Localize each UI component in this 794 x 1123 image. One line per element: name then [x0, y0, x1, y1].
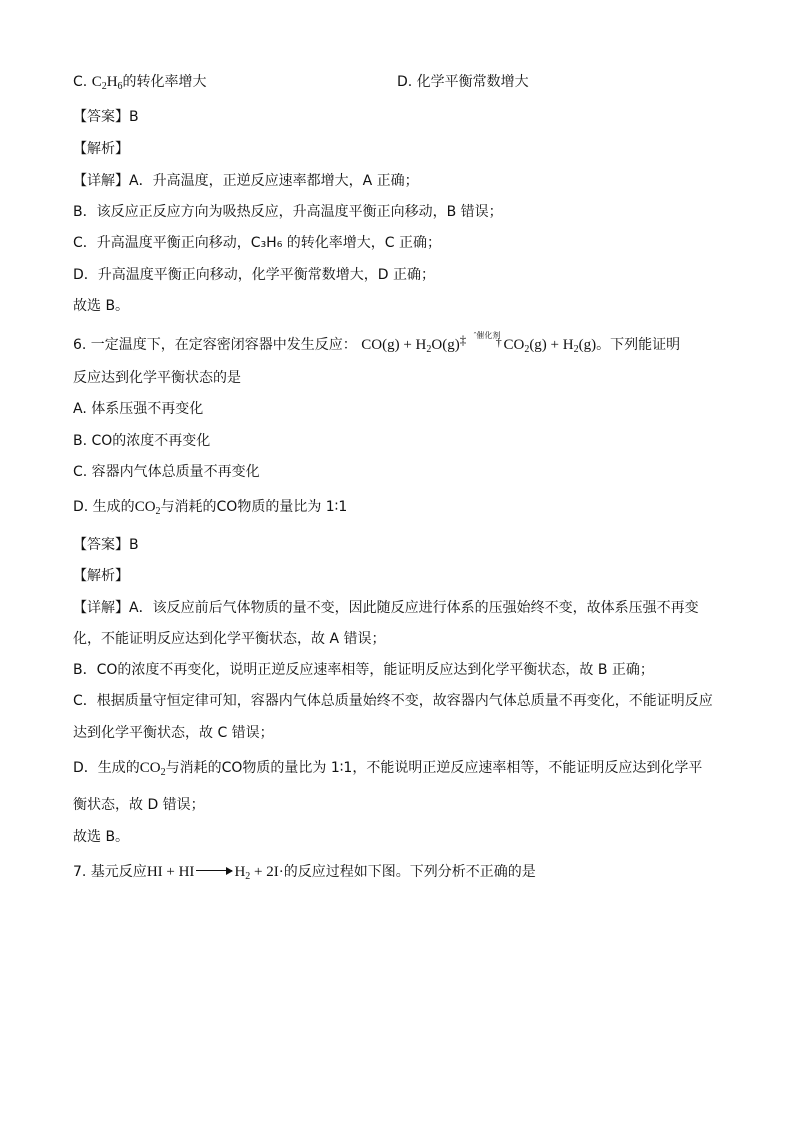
q6-detail-b: B．CO的浓度不再变化，说明正逆反应速率相等，能证明反应达到化学平衡状态，故 B 正确； [73, 662, 654, 678]
q5-analysis-heading: 【解析】 [73, 141, 129, 157]
q6-stem-line1: 6. 一定温度下，在定容密闭容器中发生反应： $CO(g) + H_2O(g)$ ‡ ˆ催化剂 † $CO_2(g) + H_2(g)$。下列能证明 [73, 331, 681, 355]
q6-equation: $CO(g) + H_2O(g)$ ‡ ˆ催化剂 † $CO_2(g) + H_2(g)$ [361, 331, 597, 355]
q7-stem: 7. 基元反应HI + HI $H_2 + 2I\cdot$的反应过程如下图。下列分析不正确的是 [73, 864, 536, 882]
q6-detail-a-line2: 化，不能证明反应达到化学平衡状态，故 A 错误； [73, 631, 386, 647]
co2-formula: $CO_2$ [134, 499, 161, 517]
q5-answer: 【答案】B [73, 109, 139, 125]
q6-stem-line2: 反应达到化学平衡状态的是 [73, 370, 241, 386]
q5-option-d: D. 化学平衡常数增大 [397, 74, 529, 90]
q6-option-d: D. 生成的$CO_2$与消耗的CO物质的量比为 1∶1 [73, 499, 348, 517]
q5-detail-a: 【详解】A．升高温度，正逆反应速率都增大，A 正确； [73, 173, 419, 189]
q6-answer: 【答案】B [73, 537, 139, 553]
q5-detail-d: D．升高温度平衡正向移动，化学平衡常数增大，D 正确； [73, 267, 436, 283]
c3h6-formula: ₃H₆ [260, 235, 283, 251]
q7-equation: HI + HI $H_2 + 2I\cdot$ [146, 864, 284, 882]
co2-formula: $CO_2$ [139, 760, 166, 778]
q6-option-b: B. CO的浓度不再变化 [73, 433, 211, 449]
q5-detail-b: B．该反应正反应方向为吸热反应，升高温度平衡正向移动，B 错误； [73, 204, 503, 220]
q6-detail-c-line1: C．根据质量守恒定律可知，容器内气体总质量始终不变，故容器内气体总质量不再变化，不能证明反应 [73, 693, 713, 709]
q5-conclusion: 故选 B。 [73, 298, 130, 314]
q6-detail-c-line2: 达到化学平衡状态，故 C 错误； [73, 725, 274, 741]
q6-detail-d-line1: D．生成的$CO_2$与消耗的CO物质的量比为 1∶1，不能说明正逆反应速率相等，不能证明反应达到化学平 [73, 760, 703, 778]
equilibrium-arrow-icon: ‡ ˆ催化剂 † [459, 331, 502, 349]
q6-conclusion: 故选 B。 [73, 829, 130, 845]
q6-detail-d-line2: 衡状态，故 D 错误； [73, 797, 205, 813]
q6-option-a: A. 体系压强不再变化 [73, 401, 204, 417]
c2h6-formula: $C_2H_6$ [91, 74, 123, 92]
q6-analysis-heading: 【解析】 [73, 568, 129, 584]
q5-detail-c: C．升高温度平衡正向移动，C₃H₆ 的转化率增大，C 正确； [73, 235, 442, 251]
reaction-arrow-icon [196, 870, 232, 871]
q6-detail-a-line1: 【详解】A．该反应前后气体物质的量不变，因此随反应进行体系的压强始终不变，故体系压强不再变 [73, 600, 699, 616]
q5-option-c: C. $C_2H_6$的转化率增大 [73, 74, 207, 92]
q6-option-c: C. 容器内气体总质量不再变化 [73, 464, 260, 480]
